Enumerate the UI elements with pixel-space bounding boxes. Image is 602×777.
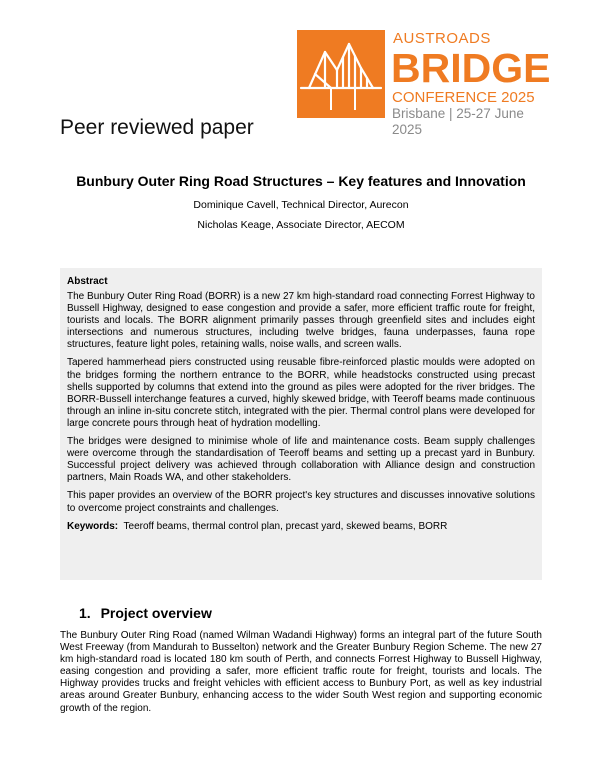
section-number: 1.	[79, 605, 91, 621]
keywords-list: Teeroff beams, thermal control plan, precast yard, skewed beams, BORR	[123, 520, 448, 532]
abstract-box	[60, 268, 542, 580]
bridge-truss-icon	[297, 30, 385, 118]
section-body: The Bunbury Outer Ring Road (named Wilman Wadandi Highway) forms an integral part of the future South West Freeway (from Mandurah to Busselton) network and the Greater Bunbury Region Scheme. The new 27 km high-standard road is located 180 km south of Perth, and connects Forrest Highway to Bussell Highway, easing congestion and providing a safer, more efficient traffic route for freight, tourists and locals. The Highway provides trucks and freight vehicles with efficient access to Bunbury Port, as well as key industrial areas around Greater Bunbury, enhancing access to the wider South West region and supporting economic growth of the region.	[60, 630, 542, 714]
abstract-paragraph: Tapered hammerhead piers constructed using reusable fibre-reinforced plastic moulds were adopted on the bridges forming the northern entrance to the BORR, while headstocks constructed using precast shells supported by columns that extend into the ground as piles were adopted for the river bridges. The BORR-Bussell interchange features a curved, highly skewed bridge, with Teeroff beams made continuous through an inline in-situ concrete stitch, integrated with the pier. Thermal control plans were developed for large concrete pours through heat of hydration modelling.	[67, 357, 535, 429]
peer-reviewed-label: Peer reviewed paper	[60, 116, 254, 139]
keywords	[67, 521, 535, 533]
keywords-label: Keywords:	[67, 520, 119, 532]
section-title: Project overview	[100, 605, 212, 621]
abstract-paragraph: The bridges were designed to minimise whole of life and maintenance costs. Beam supply challenges were overcome through the standardisation of Teeroff beams and setting up a precast yard in Bunbury. Successful project delivery was achieved through collaboration with Alliance design and construction partners, Main Roads WA, and other stakeholders.	[67, 436, 535, 484]
author-1: Dominique Cavell, Technical Director, Aurecon	[193, 199, 409, 211]
conference-logo	[297, 30, 551, 137]
bridge-logo-icon	[297, 30, 385, 118]
abstract-paragraph: This paper provides an overview of the BORR project's key structures and discusses innovative solutions to overcome project constraints and challenges.	[67, 490, 535, 514]
author-2: Nicholas Keage, Associate Director, AECOM	[197, 219, 405, 231]
paper-title: Bunbury Outer Ring Road Structures – Key features and Innovation	[76, 173, 526, 189]
logo-conference: CONFERENCE 2025	[392, 89, 535, 106]
abstract-heading: Abstract	[67, 276, 108, 287]
section-heading	[79, 605, 212, 621]
logo-org: AUSTROADS	[393, 30, 491, 47]
logo-location-date: Brisbane | 25-27 June 2025	[392, 106, 524, 137]
logo-event: BRIDGE	[391, 45, 551, 91]
logo-text	[391, 30, 551, 138]
abstract-paragraph: The Bunbury Outer Ring Road (BORR) is a new 27 km high-standard road connecting Forrest Highway to Bussell Highway, designed to ease congestion and provide a safer, more efficient traffic route for freight, tourists and locals. The BORR alignment primarily passes through greenfield sites and includes eight intersections and numerous structures, including twelve bridges, fauna underpasses, fauna rope structures, feature light poles, retaining walls, noise walls, and screen walls.	[67, 291, 535, 351]
